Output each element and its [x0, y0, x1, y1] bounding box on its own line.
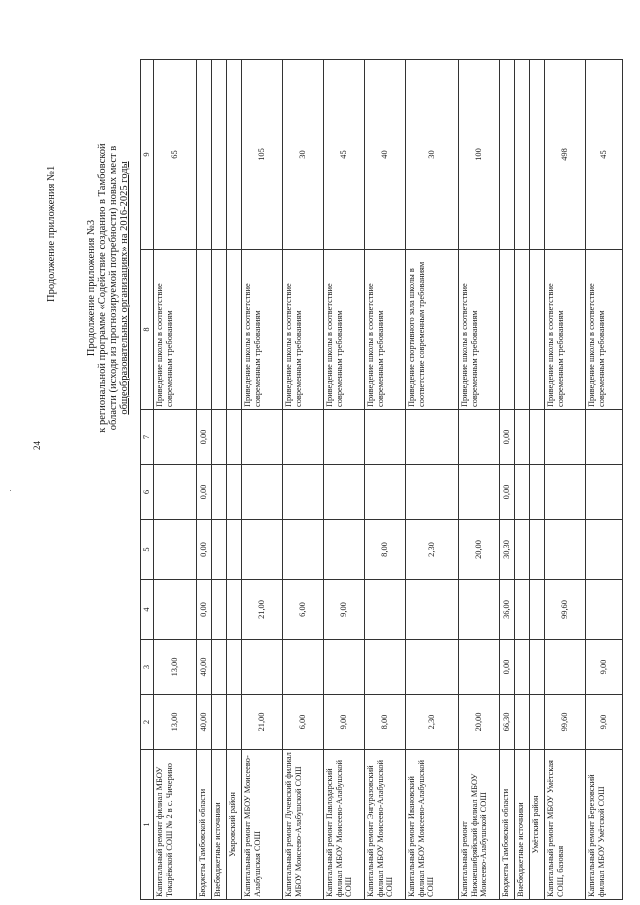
- value-cell: 498: [545, 60, 586, 250]
- table-row: [365, 60, 406, 900]
- value-cell: 20,00: [459, 695, 500, 750]
- value-cell: [545, 640, 586, 695]
- value-cell: 21,00: [242, 580, 283, 640]
- value-cell: [545, 465, 586, 520]
- value-cell: [212, 695, 227, 750]
- appendix-line: Продолжение приложения №3: [86, 219, 97, 357]
- table-row: [283, 60, 324, 900]
- value-cell: [283, 465, 324, 520]
- value-cell: [406, 465, 459, 520]
- value-cell: [154, 465, 197, 520]
- value-cell: [545, 410, 586, 465]
- value-cell: 40: [365, 60, 406, 250]
- value-cell: [459, 580, 500, 640]
- goal-cell: Приведение спортивного зала школы в соответствие современным требованиям: [406, 250, 459, 410]
- table-row: [500, 60, 515, 900]
- col-header-4: 4: [141, 580, 154, 640]
- value-cell: [406, 410, 459, 465]
- value-cell: 0,00: [197, 520, 212, 580]
- object-name-cell: Капитальный ремонт филиал МБОУ Токарёвской СОШ № 2 в с. Чичерино: [154, 750, 197, 900]
- table-cell: [227, 640, 242, 695]
- value-cell: [154, 410, 197, 465]
- value-cell: [586, 520, 623, 580]
- table-row: [545, 60, 586, 900]
- col-header-5: 5: [141, 520, 154, 580]
- value-cell: [545, 520, 586, 580]
- appendix-continuation-label: Продолжение приложения №1: [46, 165, 57, 302]
- program-heading: [86, 78, 130, 498]
- value-cell: 9,00: [324, 580, 365, 640]
- table-cell: [530, 640, 545, 695]
- value-cell: [212, 410, 227, 465]
- table-row: [324, 60, 365, 900]
- object-name-cell: Капитальный ремонт Энгуразовский филиал МБОУ Моисеево-Алабушской СОШ: [365, 750, 406, 900]
- value-cell: [515, 640, 530, 695]
- value-cell: 30,30: [500, 520, 515, 580]
- value-cell: [515, 410, 530, 465]
- object-name-cell: Капитальный ремонт МБОУ Умётская СОШ, базовая: [545, 750, 586, 900]
- value-cell: 36,00: [500, 580, 515, 640]
- value-cell: [586, 465, 623, 520]
- goal-cell: [212, 250, 227, 410]
- value-cell: 40,00: [197, 695, 212, 750]
- table-row: [212, 60, 227, 900]
- col-header-3: 3: [141, 640, 154, 695]
- value-cell: [212, 520, 227, 580]
- value-cell: [515, 580, 530, 640]
- object-name-cell: Бюджеты Тамбовской области: [500, 750, 515, 900]
- value-cell: [586, 410, 623, 465]
- table-row: [406, 60, 459, 900]
- value-cell: [365, 465, 406, 520]
- value-cell: 30: [283, 60, 324, 250]
- value-cell: [283, 520, 324, 580]
- table-row: [154, 60, 197, 900]
- table-cell: [227, 250, 242, 410]
- value-cell: [406, 580, 459, 640]
- value-cell: [459, 465, 500, 520]
- value-cell: 9,00: [586, 695, 623, 750]
- value-cell: [283, 640, 324, 695]
- value-cell: [212, 640, 227, 695]
- value-cell: 2,30: [406, 520, 459, 580]
- value-cell: 99,60: [545, 580, 586, 640]
- table-row: [242, 60, 283, 900]
- value-cell: [515, 695, 530, 750]
- goal-cell: Приведение школы в соответствие современным требованиям: [545, 250, 586, 410]
- object-name-cell: Внебюджетные источники: [515, 750, 530, 900]
- value-cell: [197, 60, 212, 250]
- value-cell: [324, 640, 365, 695]
- value-cell: 2,30: [406, 695, 459, 750]
- col-header-2: 2: [141, 695, 154, 750]
- value-cell: [515, 520, 530, 580]
- value-cell: [406, 640, 459, 695]
- value-cell: [365, 640, 406, 695]
- value-cell: [515, 60, 530, 250]
- value-cell: 6,00: [283, 580, 324, 640]
- goal-cell: [515, 250, 530, 410]
- value-cell: [500, 60, 515, 250]
- value-cell: [515, 465, 530, 520]
- col-header-7: 7: [141, 410, 154, 465]
- value-cell: [324, 520, 365, 580]
- value-cell: 21,00: [242, 695, 283, 750]
- value-cell: 0,00: [197, 580, 212, 640]
- table-row: [197, 60, 212, 900]
- value-cell: [365, 580, 406, 640]
- table-cell: [227, 580, 242, 640]
- page-number: 24: [32, 441, 42, 450]
- value-cell: [212, 465, 227, 520]
- goal-cell: Приведение школы в соответствие современным требованиям: [459, 250, 500, 410]
- object-name-cell: Капитальный ремонт Ивановский филиал МБОУ Моисеево-Алабушской СОШ: [406, 750, 459, 900]
- value-cell: 66,30: [500, 695, 515, 750]
- value-cell: [242, 520, 283, 580]
- value-cell: 100: [459, 60, 500, 250]
- district-name: Уваровский район: [227, 750, 242, 900]
- program-line-1: к региональной программе «Содействие созданию в Тамбовской: [97, 143, 108, 433]
- value-cell: 0,00: [500, 410, 515, 465]
- program-line-2: области (исходя из прогнозируемой потребности) новых мест в: [108, 145, 119, 431]
- value-cell: [242, 465, 283, 520]
- value-cell: 8,00: [365, 695, 406, 750]
- section-row: [227, 60, 242, 900]
- value-cell: [242, 640, 283, 695]
- table-row: [515, 60, 530, 900]
- goal-cell: Приведение школы в соответствие современным требованиям: [242, 250, 283, 410]
- object-name-cell: Внебюджетные источники: [212, 750, 227, 900]
- value-cell: [154, 520, 197, 580]
- goal-cell: Приведение школы в соответствие современным требованиям: [324, 250, 365, 410]
- value-cell: 105: [242, 60, 283, 250]
- goal-cell: Приведение школы в соответствие современным требованиям: [586, 250, 623, 410]
- district-name: Умётский район: [530, 750, 545, 900]
- value-cell: 0,00: [500, 465, 515, 520]
- value-cell: 9,00: [586, 640, 623, 695]
- value-cell: 13,00: [154, 695, 197, 750]
- value-cell: [324, 410, 365, 465]
- table-cell: [530, 695, 545, 750]
- table-cell: [227, 465, 242, 520]
- value-cell: [242, 410, 283, 465]
- object-name-cell: Капитальный ремонт Павлодарский филиал МБОУ Моисеево-Алабушской СОШ: [324, 750, 365, 900]
- goal-cell: [500, 250, 515, 410]
- value-cell: [459, 640, 500, 695]
- table-row: [586, 60, 623, 900]
- value-cell: [283, 410, 324, 465]
- value-cell: [324, 465, 365, 520]
- value-cell: [365, 410, 406, 465]
- value-cell: [212, 60, 227, 250]
- object-name-cell: Капитальный ремонт Березовский филиал МБОУ Умётской СОШ: [586, 750, 623, 900]
- value-cell: 99,60: [545, 695, 586, 750]
- value-cell: 9,00: [324, 695, 365, 750]
- value-cell: [586, 580, 623, 640]
- object-name-cell: Капитальный ремонт Лучевский филиал МБОУ Моисеево-Алабушской СОШ: [283, 750, 324, 900]
- value-cell: 65: [154, 60, 197, 250]
- schools-table: [140, 59, 623, 900]
- value-cell: [459, 410, 500, 465]
- goal-cell: Приведение школы в соответствие современным требованиям: [365, 250, 406, 410]
- table-cell: [227, 520, 242, 580]
- value-cell: 45: [324, 60, 365, 250]
- schools-table-rotated: [140, 60, 632, 900]
- col-header-1: 1: [141, 750, 154, 900]
- table-header-row: [141, 60, 154, 900]
- program-line-3: общеобразовательных организациях» на 2016-2025 годы: [119, 161, 130, 415]
- value-cell: [154, 580, 197, 640]
- table-cell: [530, 580, 545, 640]
- table-cell: [227, 60, 242, 250]
- col-header-9: 9: [141, 60, 154, 250]
- object-name-cell: Капитальный ремонт МБОУ Моисеево-Алабушская СОШ: [242, 750, 283, 900]
- table-cell: [530, 250, 545, 410]
- table-cell: [530, 60, 545, 250]
- table-body: [154, 60, 623, 900]
- value-cell: 0,00: [197, 410, 212, 465]
- value-cell: 40,00: [197, 640, 212, 695]
- section-row: [530, 60, 545, 900]
- value-cell: [212, 580, 227, 640]
- table-row: [459, 60, 500, 900]
- value-cell: 45: [586, 60, 623, 250]
- value-cell: 20,00: [459, 520, 500, 580]
- table-cell: [227, 410, 242, 465]
- value-cell: 30: [406, 60, 459, 250]
- goal-cell: Приведение школы в соответствие современным требованиям: [283, 250, 324, 410]
- object-name-cell: Бюджеты Тамбовской области: [197, 750, 212, 900]
- goal-cell: [197, 250, 212, 410]
- value-cell: 8,00: [365, 520, 406, 580]
- table-cell: [227, 695, 242, 750]
- value-cell: 6,00: [283, 695, 324, 750]
- value-cell: 0,00: [500, 640, 515, 695]
- scan-speck: [10, 490, 11, 491]
- goal-cell: Приведение школы в соответствие современным требованиям: [154, 250, 197, 410]
- table-cell: [530, 520, 545, 580]
- table-cell: [530, 465, 545, 520]
- table-cell: [530, 410, 545, 465]
- col-header-6: 6: [141, 465, 154, 520]
- col-header-8: 8: [141, 250, 154, 410]
- value-cell: 0,00: [197, 465, 212, 520]
- object-name-cell: Капитальный ремонт Нижнешибряйский филиал МБОУ Моисеево-Алабушской СОШ: [459, 750, 500, 900]
- value-cell: 13,00: [154, 640, 197, 695]
